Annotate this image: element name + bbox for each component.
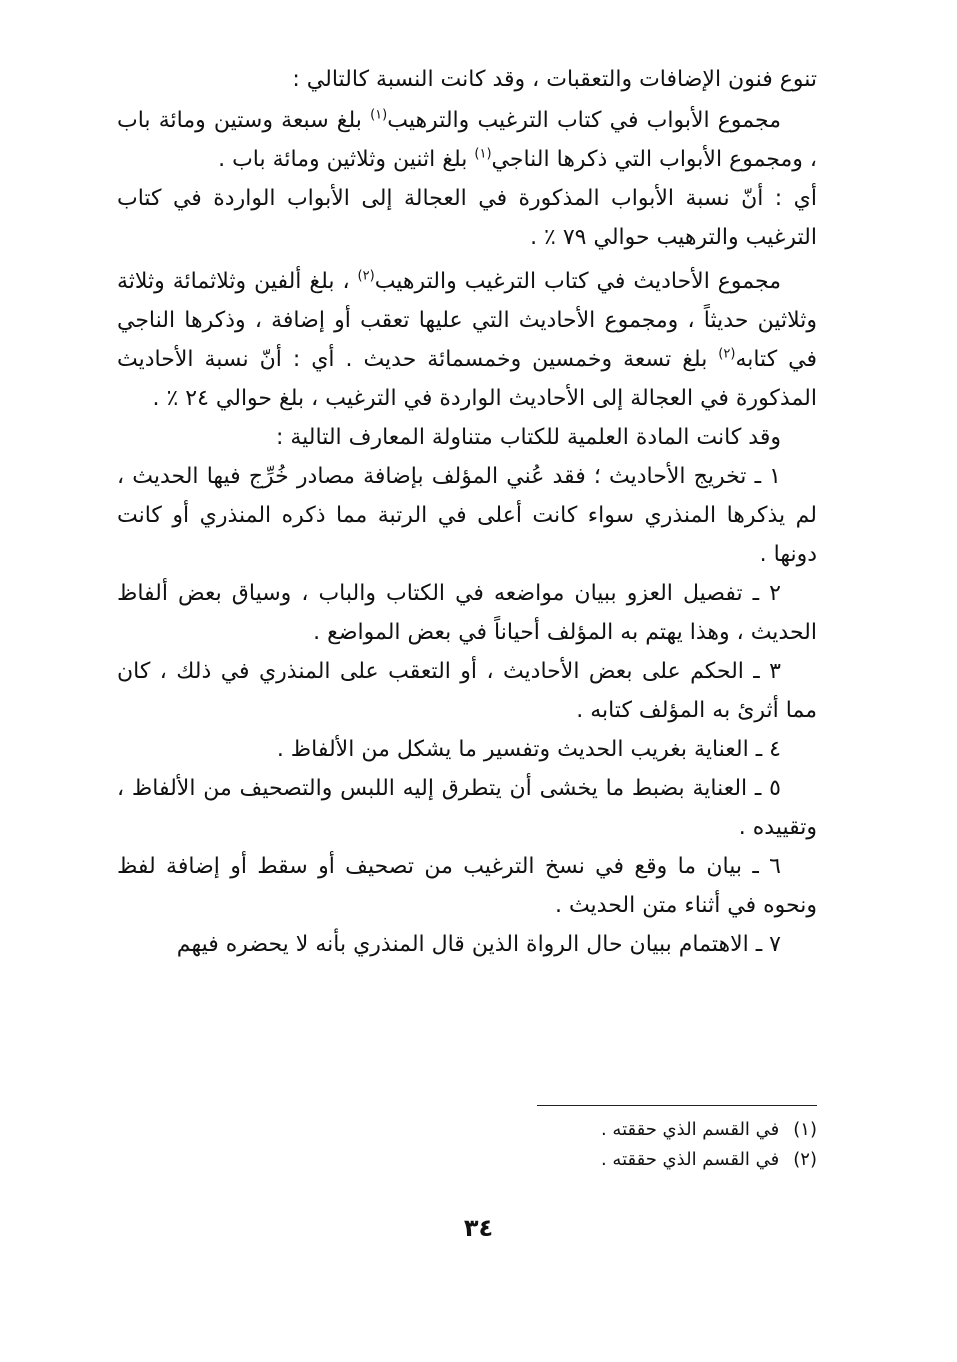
footnote-reference[interactable]: (١) xyxy=(370,107,388,123)
text-run: مجموع الأبواب في كتاب الترغيب والترهيب xyxy=(387,108,781,133)
footnote-number: (١) xyxy=(793,1119,817,1140)
list-item: ٣ ـ الحكم على بعض الأحاديث ، أو التعقب على المنذري في ذلك ، كان مما أثرئ به المؤلف كتابه . xyxy=(117,659,817,723)
footnote-reference[interactable]: (١) xyxy=(474,146,492,162)
paragraph-chapters-ratio: أي : أنّ نسبة الأبواب المذكورة في العجالة إلى الأبواب الواردة في كتاب الترغيب والترهيب حوالي ٧٩ ٪ . xyxy=(117,186,817,250)
main-text xyxy=(117,60,817,964)
list-item: ١ ـ تخريج الأحاديث ؛ فقد عُني المؤلف بإضافة مصادر خُرِّج فيها الحديث ، لم يذكرها المنذري سواء كانت أعلى في الرتبة مما ذكره المنذري أو كانت دونها . xyxy=(117,464,817,567)
intro-line: تنوع فنون الإضافات والتعقبات ، وقد كانت النسبة كالتالي : xyxy=(292,67,817,92)
list-item: ٢ ـ تفصيل العزو ببيان مواضعه في الكتاب والباب ، وسياق بعض ألفاظ الحديث ، وهذا يهتم به المؤلف أحياناً في بعض المواضع . xyxy=(117,581,817,645)
text-run: بلغ اثنين وثلاثين ومائة باب . xyxy=(218,147,475,172)
footnote-reference[interactable]: (٢) xyxy=(357,268,375,284)
list-item: ٥ ـ العناية بضبط ما يخشى أن يتطرق إليه اللبس والتصحيف من الألفاظ ، وتقييده . xyxy=(117,776,817,840)
list-item: ٤ ـ العناية بغريب الحديث وتفسير ما يشكل من الألفاظ . xyxy=(276,737,781,762)
text-run: مجموع الأحاديث في كتاب الترغيب والترهيب xyxy=(374,269,782,294)
footnote-item xyxy=(217,1115,817,1145)
text-run: بلغ سبعة وستين ومائة باب ، ومجموع الأبواب التي ذكرها الناجي xyxy=(117,108,817,172)
paragraph-knowledge-intro: وقد كانت المادة العلمية للكتاب متناولة المعارف التالية : xyxy=(275,425,781,450)
footnote-reference[interactable]: (٢) xyxy=(718,346,736,362)
list-item: ٦ ـ بيان ما وقع في نسخ الترغيب من تصحيف أو سقط أو إضافة لفظ ونحوه في أثناء متن الحديث . xyxy=(117,854,817,918)
paragraph-chapters-count xyxy=(117,101,817,179)
footnote-text: في القسم الذي حققته . xyxy=(600,1119,780,1140)
text-run: بلغ تسعة وخمسين وخمسمائة حديث . أي : أنّ نسبة الأحاديث المذكورة في العجالة إلى الأحاديث الواردة في الترغيب ، بلغ حوالي ٢٤ ٪ . xyxy=(117,347,817,411)
footnote-item xyxy=(217,1145,817,1175)
footnote-text: في القسم الذي حققته . xyxy=(600,1149,780,1170)
text-run: ، بلغ ألفين وثلاثمائة وثلاثة وثلاثين حديثاً ، ومجموع الأحاديث التي عليها تعقب أو إضافة ، وذكرها الناجي في كتابه xyxy=(117,269,817,372)
footnote-number: (٢) xyxy=(793,1149,817,1170)
list-item: ٧ ـ الاهتمام ببيان حال الرواة الذين قال المنذري بأنه لا يحضره فيهم xyxy=(176,932,781,957)
footnotes xyxy=(217,1115,817,1175)
page-number: ٣٤ xyxy=(463,1214,494,1242)
paragraph-hadith-count xyxy=(117,262,817,418)
footnote-divider xyxy=(537,1105,817,1106)
